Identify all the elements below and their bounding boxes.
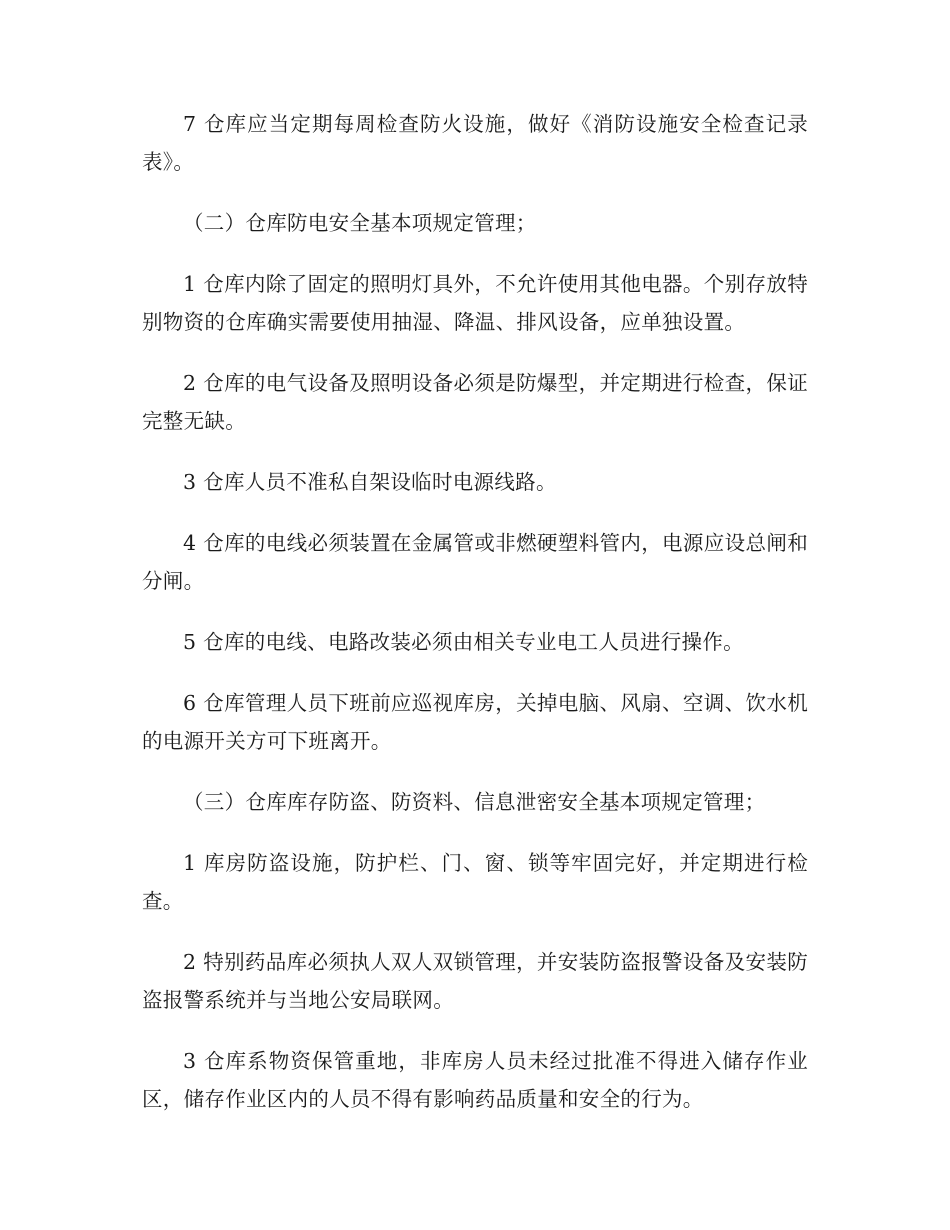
paragraph-theft-item-2: 2 特别药品库必须执人双人双锁管理，并安装防盗报警设备及安装防盗报警系统并与当地公安局联网。	[142, 950, 808, 1012]
section-heading-theft-leak-prevention: （三）仓库库存防盗、防资料、信息泄密安全基本项规定管理；	[183, 790, 766, 814]
section-heading-electrical-safety: （二）仓库防电安全基本项规定管理；	[183, 211, 537, 235]
paragraph-electrical-item-6: 6 仓库管理人员下班前应巡视库房，关掉电脑、风扇、空调、饮水机的电源开关方可下班离开。	[142, 691, 808, 753]
paragraph-theft-item-3: 3 仓库系物资保管重地，非库房人员未经过批准不得进入储存作业区，储存作业区内的人员不得有影响药品质量和安全的行为。	[142, 1049, 808, 1111]
paragraph-electrical-item-4: 4 仓库的电线必须装置在金属管或非燃硬塑料管内，电源应设总闸和分闸。	[142, 531, 808, 593]
document-body	[142, 105, 808, 1141]
paragraph-electrical-item-5: 5 仓库的电线、电路改装必须由相关专业电工人员进行操作。	[183, 630, 744, 654]
paragraph-theft-item-1: 1 库房防盗设施，防护栏、门、窗、锁等牢固完好，并定期进行检查。	[142, 851, 808, 913]
paragraph-fire-check-item-7: 7 仓库应当定期每周检查防火设施，做好《消防设施安全检查记录表》。	[142, 112, 808, 174]
paragraph-electrical-item-3: 3 仓库人员不准私自架设临时电源线路。	[183, 470, 557, 494]
paragraph-electrical-item-1: 1 仓库内除了固定的照明灯具外，不允许使用其他电器。个别存放特别物资的仓库确实需要使用抽湿、降温、排风设备，应单独设置。	[142, 272, 808, 334]
paragraph-electrical-item-2: 2 仓库的电气设备及照明设备必须是防爆型，并定期进行检查，保证完整无缺。	[142, 371, 808, 433]
